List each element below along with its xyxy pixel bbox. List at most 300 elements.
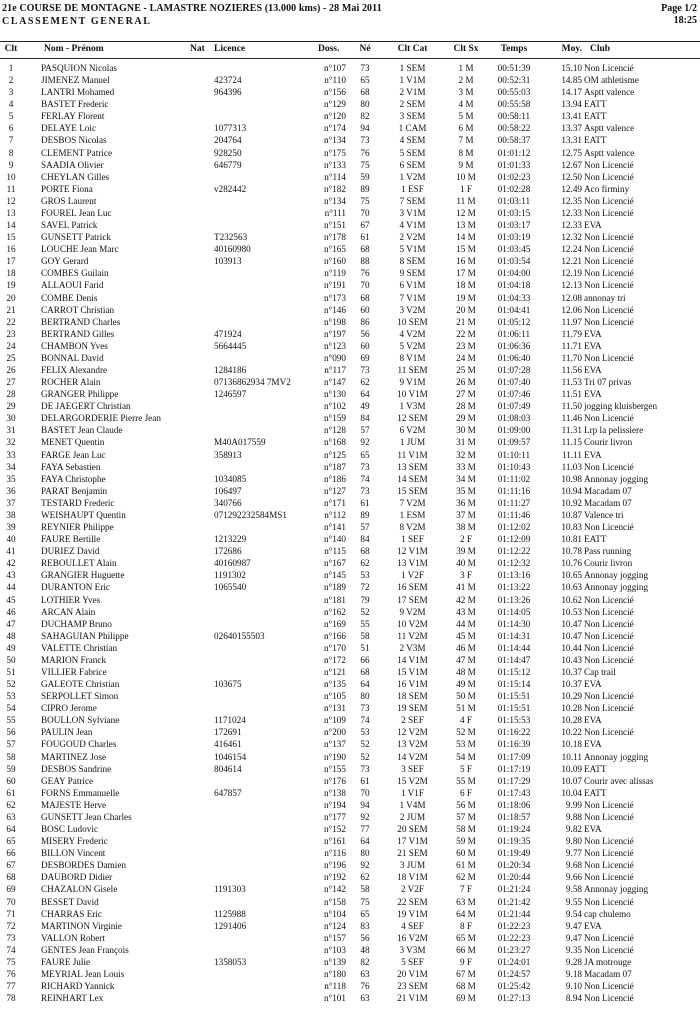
cell-name: JIMENEZ Manuel xyxy=(41,75,110,86)
cell-time: 00:58:37 xyxy=(497,135,531,146)
table-row xyxy=(0,799,700,811)
cell-cat-rank: 21 V1M xyxy=(397,993,428,1004)
cell-name: SAADIA Olivier xyxy=(41,159,104,170)
cell-year: 65 xyxy=(360,75,370,86)
table-row xyxy=(0,98,700,110)
cell-rank: 25 xyxy=(6,352,16,363)
cell-sex-rank: 44 M xyxy=(456,618,476,629)
cell-time: 01:12:09 xyxy=(497,534,531,545)
table-row xyxy=(0,896,700,908)
cell-rank: 5 xyxy=(8,111,14,122)
cell-club: Non Licencié xyxy=(584,860,634,871)
cell-club: EATT xyxy=(584,534,607,545)
cell-dossard: n°141 xyxy=(323,522,346,533)
cell-rank: 11 xyxy=(6,183,16,194)
cell-name: ROCHER Alain xyxy=(41,377,101,388)
cell-name: DURANTON Eric xyxy=(41,582,110,593)
cell-dossard: n°102 xyxy=(323,401,346,412)
cell-sex-rank: 9 M xyxy=(458,159,474,170)
cell-year: 77 xyxy=(360,824,370,835)
cell-speed: 11.11 xyxy=(562,449,582,460)
cell-licence: 964396 xyxy=(214,87,242,98)
cell-year: 60 xyxy=(360,340,370,351)
cell-name: CHARRAS Eric xyxy=(41,908,102,919)
table-row xyxy=(0,473,700,485)
cell-licence: 1065540 xyxy=(214,582,247,593)
cell-name: GUNSETT Patrick xyxy=(41,232,112,243)
cell-licence: 1034085 xyxy=(214,473,247,484)
cell-name: FELIX Alexandre xyxy=(41,365,108,375)
cell-dossard: n°110 xyxy=(324,75,346,86)
cell-speed: 9.82 xyxy=(565,824,582,835)
cell-rank: 40 xyxy=(6,534,16,545)
cell-rank: 76 xyxy=(6,969,16,979)
cell-licence: 358913 xyxy=(214,449,242,460)
cell-sex-rank: 34 M xyxy=(456,473,476,484)
cell-cat-rank: 2 V2M xyxy=(399,232,426,243)
table-row xyxy=(0,871,700,883)
cell-speed: 12.75 xyxy=(561,147,582,158)
cell-club: Lrp la pelissiere xyxy=(584,425,644,436)
cell-name: RICHARD Yannick xyxy=(41,981,115,992)
cell-name: BERTRAND Gilles xyxy=(41,328,115,339)
cell-cat-rank: 14 V2M xyxy=(397,751,428,762)
cell-rank: 45 xyxy=(6,594,16,605)
cell-dossard: n°173 xyxy=(323,292,346,303)
race-title: 21e COURSE DE MONTAGNE - LAMASTRE NOZIERES (13.000 kms) - 28 Mai 2011 xyxy=(2,3,382,14)
cell-licence: 646779 xyxy=(214,159,242,170)
table-row xyxy=(0,159,700,171)
table-row xyxy=(0,195,700,207)
cell-club: Non Licencié xyxy=(584,691,634,702)
cell-rank: 50 xyxy=(6,654,16,665)
cell-rank: 28 xyxy=(6,389,16,400)
cell-sex-rank: 26 M xyxy=(456,377,476,388)
cell-licence: 1077313 xyxy=(214,123,247,134)
cell-name: FAURE Bertille xyxy=(41,534,101,545)
cell-licence: 471924 xyxy=(214,328,242,339)
cell-sex-rank: 7 M xyxy=(458,135,474,146)
cell-speed: 12.06 xyxy=(561,304,582,315)
table-row xyxy=(0,340,700,352)
cell-dossard: n°116 xyxy=(324,848,346,859)
cell-sex-rank: 32 M xyxy=(456,449,476,460)
cell-time: 01:03:15 xyxy=(497,207,531,218)
cell-speed: 9.47 xyxy=(565,932,582,943)
cell-rank: 39 xyxy=(6,522,16,533)
cell-dossard: n°112 xyxy=(324,509,346,520)
cell-dossard: n°118 xyxy=(324,981,346,992)
cell-sex-rank: 67 M xyxy=(456,969,476,979)
table-row xyxy=(0,606,700,618)
cell-year: 70 xyxy=(360,280,370,291)
cell-cat-rank: 3 V3M xyxy=(399,944,426,955)
cell-cat-rank: 11 V2M xyxy=(397,630,428,641)
cell-time: 01:04:33 xyxy=(497,292,531,303)
cell-time: 01:21:24 xyxy=(497,884,531,895)
cell-time: 01:20:34 xyxy=(497,860,531,871)
cell-rank: 46 xyxy=(6,606,16,617)
table-row xyxy=(0,678,700,690)
cell-licence: 02640155503 xyxy=(214,630,265,641)
cell-licence: 07136862934 7MV2 xyxy=(214,377,291,388)
cell-cat-rank: 14 SEM xyxy=(397,473,428,484)
cell-speed: 10.09 xyxy=(561,763,582,774)
cell-year: 58 xyxy=(360,884,370,895)
cell-name: CARROT Christian xyxy=(41,304,115,315)
cell-rank: 31 xyxy=(6,425,16,436)
cell-dossard: n°125 xyxy=(323,449,346,460)
cell-rank: 38 xyxy=(6,509,16,520)
cell-club: Courir avec alissas xyxy=(584,775,654,786)
cell-club: OM athletisme xyxy=(584,75,639,86)
cell-cat-rank: 1 SEF xyxy=(401,534,424,545)
cell-club: Non Licencié xyxy=(584,811,634,822)
cell-rank: 71 xyxy=(6,908,16,919)
cell-name: GUNSETT Jean Charles xyxy=(41,811,132,822)
cell-year: 76 xyxy=(360,268,370,279)
cell-club: EVA xyxy=(584,220,602,231)
cell-rank: 1 xyxy=(8,63,14,73)
cell-rank: 61 xyxy=(6,787,16,798)
cell-cat-rank: 22 SEM xyxy=(397,896,428,907)
cell-cat-rank: 3 V2M xyxy=(399,304,426,315)
cell-time: 00:52:31 xyxy=(497,75,531,86)
cell-name: FAURE Julie xyxy=(41,956,91,967)
cell-rank: 4 xyxy=(8,99,14,110)
cell-time: 01:10:43 xyxy=(497,461,531,472)
table-row xyxy=(0,557,700,569)
cell-speed: 12.50 xyxy=(561,171,582,182)
cell-year: 92 xyxy=(360,860,370,871)
cell-cat-rank: 3 SEM xyxy=(399,111,426,122)
cell-year: 75 xyxy=(360,159,370,170)
cell-sex-rank: 36 M xyxy=(456,497,476,508)
table-row xyxy=(0,207,700,219)
col-licence: Licence xyxy=(214,44,246,54)
cell-sex-rank: 43 M xyxy=(456,606,476,617)
table-row xyxy=(0,352,700,364)
cell-name: LOUCHE Jean Marc xyxy=(41,244,119,255)
table-row xyxy=(0,364,700,376)
cell-speed: 9.66 xyxy=(565,872,582,883)
table-row xyxy=(0,436,700,448)
cell-speed: 11.15 xyxy=(561,437,582,448)
cell-year: 53 xyxy=(360,570,370,581)
cell-licence: 1191302 xyxy=(214,570,246,581)
cell-dossard: n°115 xyxy=(324,546,346,557)
cell-dossard: n°167 xyxy=(323,558,346,569)
table-row xyxy=(0,183,700,195)
cell-time: 01:17:29 xyxy=(497,775,531,786)
cell-club: Non Licencié xyxy=(584,727,634,738)
cell-cat-rank: 17 SEM xyxy=(397,594,428,605)
cell-cat-rank: 13 V2M xyxy=(397,739,428,750)
cell-name: DESBOS Sandrine xyxy=(41,763,112,774)
cell-licence: 804614 xyxy=(214,763,242,774)
table-row xyxy=(0,376,700,388)
cell-dossard: n°155 xyxy=(323,763,346,774)
cell-sex-rank: 16 M xyxy=(456,256,476,267)
cell-name: DELARGORDERIE Pierre Jean xyxy=(41,413,161,424)
table-row xyxy=(0,62,700,74)
cell-cat-rank: 12 SEM xyxy=(397,413,428,424)
cell-speed: 10.28 xyxy=(561,703,582,714)
cell-speed: 9.35 xyxy=(565,944,582,955)
cell-year: 62 xyxy=(360,377,370,388)
cell-cat-rank: 4 SEM xyxy=(399,135,426,146)
cell-year: 89 xyxy=(360,509,370,520)
cell-dossard: n°200 xyxy=(323,727,346,738)
cell-time: 01:23:27 xyxy=(497,944,531,955)
cell-sex-rank: 28 M xyxy=(456,401,476,412)
cell-rank: 47 xyxy=(6,618,16,629)
cell-dossard: n°190 xyxy=(323,751,346,762)
cell-year: 75 xyxy=(360,896,370,907)
col-speed: Moy. xyxy=(561,44,582,54)
cell-year: 76 xyxy=(360,981,370,992)
cell-rank: 56 xyxy=(6,727,16,738)
cell-sex-rank: 1 M xyxy=(458,63,474,73)
cell-name: BERTRAND Charles xyxy=(41,316,121,327)
cell-rank: 75 xyxy=(6,956,16,967)
table-row xyxy=(0,847,700,859)
table-row xyxy=(0,968,700,980)
cell-speed: 10.28 xyxy=(561,715,582,726)
cell-club: Non Licencié xyxy=(584,993,634,1004)
cell-sex-rank: 21 M xyxy=(456,316,476,327)
cell-speed: 10.87 xyxy=(561,509,582,520)
table-row xyxy=(0,74,700,86)
cell-sex-rank: 2 F xyxy=(459,534,472,545)
cell-speed: 10.47 xyxy=(561,630,582,641)
cell-club: Non Licencié xyxy=(584,848,634,859)
cell-sex-rank: 1 F xyxy=(459,183,472,194)
table-row xyxy=(0,267,700,279)
cell-dossard: n°168 xyxy=(323,437,346,448)
cell-year: 83 xyxy=(360,920,370,931)
cell-dossard: n°197 xyxy=(323,328,346,339)
cell-club: Macadam 07 xyxy=(584,485,632,496)
cell-club: Non Licencié xyxy=(584,461,634,472)
cell-speed: 13.41 xyxy=(561,111,582,122)
cell-name: REYNIER Philippe xyxy=(41,522,114,533)
cell-cat-rank: 8 V2M xyxy=(399,522,426,533)
cell-club: Non Licencié xyxy=(584,944,634,955)
table-row xyxy=(0,642,700,654)
ranking-subtitle: CLASSEMENT GENERAL xyxy=(2,16,152,27)
cell-sex-rank: 47 M xyxy=(456,654,476,665)
cell-sex-rank: 5 F xyxy=(459,763,472,774)
cell-dossard: n°134 xyxy=(323,195,346,206)
cell-name: PAULIN Jean xyxy=(41,727,93,738)
cell-name: REBOULLET Alain xyxy=(41,558,117,569)
cell-rank: 21 xyxy=(6,304,16,315)
table-row xyxy=(0,147,700,159)
cell-dossard: n°174 xyxy=(323,123,346,134)
cell-year: 73 xyxy=(360,365,370,375)
cell-speed: 10.78 xyxy=(561,546,582,557)
table-row xyxy=(0,219,700,231)
table-row xyxy=(0,388,700,400)
cell-rank: 62 xyxy=(6,799,16,810)
cell-speed: 10.53 xyxy=(561,606,582,617)
cell-dossard: n°157 xyxy=(323,932,346,943)
cell-licence: 1213229 xyxy=(214,534,247,545)
cell-year: 58 xyxy=(360,630,370,641)
cell-year: 73 xyxy=(360,135,370,146)
cell-time: 01:11:46 xyxy=(497,509,531,520)
cell-speed: 10.65 xyxy=(561,570,582,581)
cell-time: 01:13:26 xyxy=(497,594,531,605)
cell-time: 01:11:27 xyxy=(497,497,531,508)
cell-time: 00:58:11 xyxy=(497,111,531,122)
cell-cat-rank: 13 SEM xyxy=(397,461,428,472)
cell-rank: 44 xyxy=(6,582,16,593)
cell-rank: 70 xyxy=(6,896,16,907)
cell-cat-rank: 23 SEM xyxy=(397,981,428,992)
cell-time: 01:22:23 xyxy=(497,920,531,931)
cell-sex-rank: 40 M xyxy=(456,558,476,569)
cell-speed: 10.04 xyxy=(561,787,582,798)
cell-dossard: n°146 xyxy=(323,304,346,315)
cell-sex-rank: 31 M xyxy=(456,437,476,448)
cell-cat-rank: 1 V1F xyxy=(400,787,425,798)
cell-club: EATT xyxy=(584,787,607,798)
cell-speed: 10.83 xyxy=(561,522,582,533)
cell-name: REINHART Lex xyxy=(41,993,104,1004)
col-time: Temps xyxy=(500,44,528,54)
table-row xyxy=(0,304,700,316)
cell-rank: 52 xyxy=(6,679,16,690)
cell-cat-rank: 2 V1M xyxy=(399,87,426,98)
cell-speed: 11.70 xyxy=(561,352,582,363)
cell-speed: 12.19 xyxy=(561,268,582,279)
cell-rank: 33 xyxy=(6,449,16,460)
cell-sex-rank: 17 M xyxy=(456,268,476,279)
cell-club: EVA xyxy=(584,739,602,750)
cell-time: 01:04:41 xyxy=(497,304,531,315)
cell-club: Non Licencié xyxy=(584,244,634,255)
table-row xyxy=(0,292,700,304)
table-row xyxy=(0,461,700,473)
cell-name: VALLON Robert xyxy=(41,932,105,943)
cell-licence: 1291406 xyxy=(214,920,247,931)
cell-rank: 59 xyxy=(6,763,16,774)
cell-rank: 54 xyxy=(6,703,16,714)
cell-name: MARION Franck xyxy=(41,654,107,665)
cell-sex-rank: 15 M xyxy=(456,244,476,255)
cell-name: DAUBORD Didier xyxy=(41,872,113,883)
cell-speed: 12.24 xyxy=(561,244,582,255)
cell-club: Non Licencié xyxy=(584,630,634,641)
cell-licence: 172686 xyxy=(214,546,242,557)
cell-dossard: n°198 xyxy=(323,316,346,327)
cell-year: 73 xyxy=(360,485,370,496)
cell-sex-rank: 18 M xyxy=(456,280,476,291)
cell-time: 01:09:00 xyxy=(497,425,531,436)
cell-club: EVA xyxy=(584,679,602,690)
cell-club: EATT xyxy=(584,111,607,122)
cell-sex-rank: 19 M xyxy=(456,292,476,303)
cell-name: MENET Quentin xyxy=(41,437,105,448)
cell-cat-rank: 3 SEF xyxy=(401,763,424,774)
cell-dossard: n°131 xyxy=(323,703,346,714)
cell-dossard: n°189 xyxy=(323,582,346,593)
cell-speed: 9.18 xyxy=(565,969,582,979)
cell-year: 62 xyxy=(360,558,370,569)
cell-club: Annonay jogging xyxy=(584,473,649,484)
cell-licence: 40160980 xyxy=(214,244,251,255)
cell-cat-rank: 6 V1M xyxy=(399,280,426,291)
table-row xyxy=(0,424,700,436)
cell-name: GEAY Patrice xyxy=(41,775,94,786)
cell-dossard: n°152 xyxy=(323,824,346,835)
cell-time: 01:04:18 xyxy=(497,280,531,291)
cell-year: 70 xyxy=(360,787,370,798)
cell-time: 01:08:03 xyxy=(497,413,531,424)
cell-year: 49 xyxy=(360,401,370,412)
cell-dossard: n°123 xyxy=(323,340,346,351)
col-dossard: Doss. xyxy=(318,44,340,54)
table-row xyxy=(0,279,700,291)
cell-time: 01:18:06 xyxy=(497,799,531,810)
cell-name: BASTET Frederic xyxy=(41,99,109,110)
cell-time: 01:03:54 xyxy=(497,256,531,267)
cell-rank: 9 xyxy=(8,159,14,170)
cell-rank: 53 xyxy=(6,691,16,702)
table-row xyxy=(0,545,700,557)
cell-year: 61 xyxy=(360,775,370,786)
cell-club: Non Licencié xyxy=(584,654,634,665)
cell-cat-rank: 21 SEM xyxy=(397,848,428,859)
cell-name: FOUGOUD Charles xyxy=(41,739,117,750)
cell-name: DUCHAMP Bruno xyxy=(41,618,112,629)
cell-rank: 20 xyxy=(6,292,16,303)
cell-rank: 18 xyxy=(6,268,16,279)
cell-rank: 26 xyxy=(6,365,16,375)
cell-time: 01:07:40 xyxy=(497,377,531,388)
cell-club: Non Licencié xyxy=(584,232,634,243)
cell-speed: 12.32 xyxy=(561,232,582,243)
cell-dossard: n°139 xyxy=(323,956,346,967)
cell-club: Cap trail xyxy=(584,667,616,677)
cell-club: Non Licencié xyxy=(584,256,634,267)
cell-dossard: n°161 xyxy=(323,836,346,847)
cell-year: 94 xyxy=(360,799,370,810)
cell-name: FAYA Sebastien xyxy=(41,461,101,472)
cell-sex-rank: 49 M xyxy=(456,679,476,690)
cell-cat-rank: 16 SEM xyxy=(397,582,428,593)
cell-dossard: n°186 xyxy=(323,473,346,484)
table-row xyxy=(0,714,700,726)
cell-dossard: n°159 xyxy=(323,413,346,424)
cell-year: 60 xyxy=(360,304,370,315)
cell-club: Non Licencié xyxy=(584,195,634,206)
cell-speed: 11.31 xyxy=(561,425,582,436)
cell-dossard: n°119 xyxy=(324,268,346,279)
cell-club: Aco firminy xyxy=(584,183,630,194)
cell-year: 56 xyxy=(360,328,370,339)
cell-speed: 9.28 xyxy=(565,956,582,967)
cell-club: Non Licencié xyxy=(584,268,634,279)
cell-club: Non Licencié xyxy=(584,896,634,907)
table-row xyxy=(0,751,700,763)
cell-cat-rank: 8 SEM xyxy=(399,256,426,267)
cell-sex-rank: 45 M xyxy=(456,630,476,641)
table-row xyxy=(0,328,700,340)
cell-year: 74 xyxy=(360,715,370,726)
